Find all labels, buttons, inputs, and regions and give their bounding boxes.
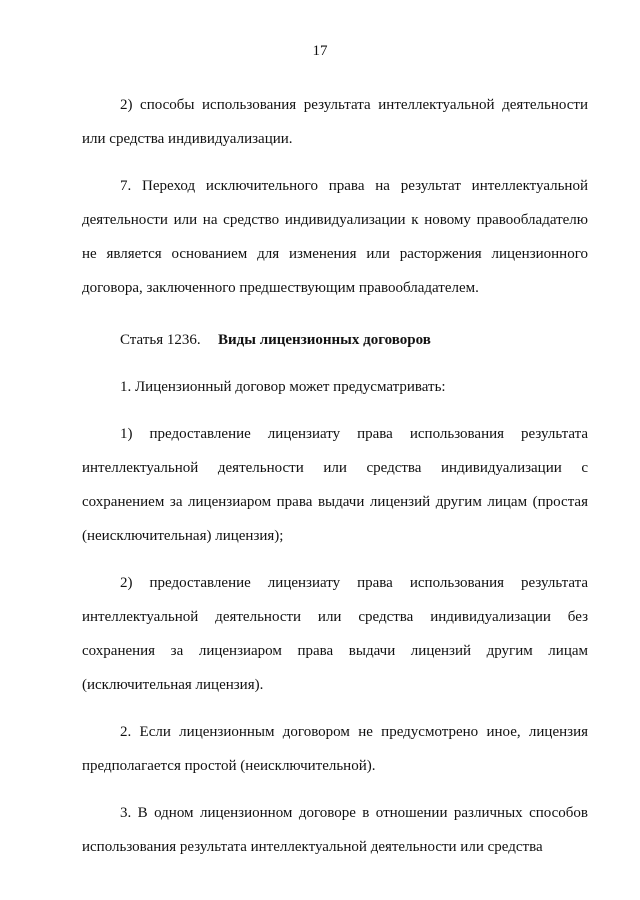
page-content — [82, 88, 588, 864]
paragraph-item-2: 2) способы использования результата интеллектуальной деятельности или средства индивидуализации. — [82, 97, 588, 147]
paragraph-clause-3: 3. В одном лицензионном договоре в отношении различных способов использования результата интеллектуальной деятельности или средства — [82, 805, 588, 855]
paragraph-clause-1: 1. Лицензионный договор может предусматривать: — [120, 379, 446, 395]
paragraph-clause-2: 2. Если лицензионным договором не предусмотрено иное, лицензия предполагается простой (неисключительной). — [82, 724, 588, 774]
paragraph-clause-7: 7. Переход исключительного права на результат интеллектуальной деятельности или на средство индивидуализации к новому правообладателю не является основанием для изменения или расторжения лицензионного договора, заключенного предшествующим правообладателем. — [82, 178, 588, 296]
article-title: Виды лицензионных договоров — [218, 332, 431, 348]
paragraph-subitem-1: 1) предоставление лицензиату права использования результата интеллектуальной деятельности или средства индивидуализации с сохранением за лицензиаром права выдачи лицензий другим лицам (простая (неисключительная) лицензия); — [82, 426, 588, 544]
page-number: 17 — [312, 43, 328, 59]
article-number: Статья 1236. — [120, 332, 201, 348]
paragraph-subitem-2: 2) предоставление лицензиату права использования результата интеллектуальной деятельности или средства индивидуализации без сохранения за лицензиаром права выдачи лицензий другим лицам (исключительная лицензия). — [82, 575, 588, 693]
article-heading — [82, 323, 588, 357]
